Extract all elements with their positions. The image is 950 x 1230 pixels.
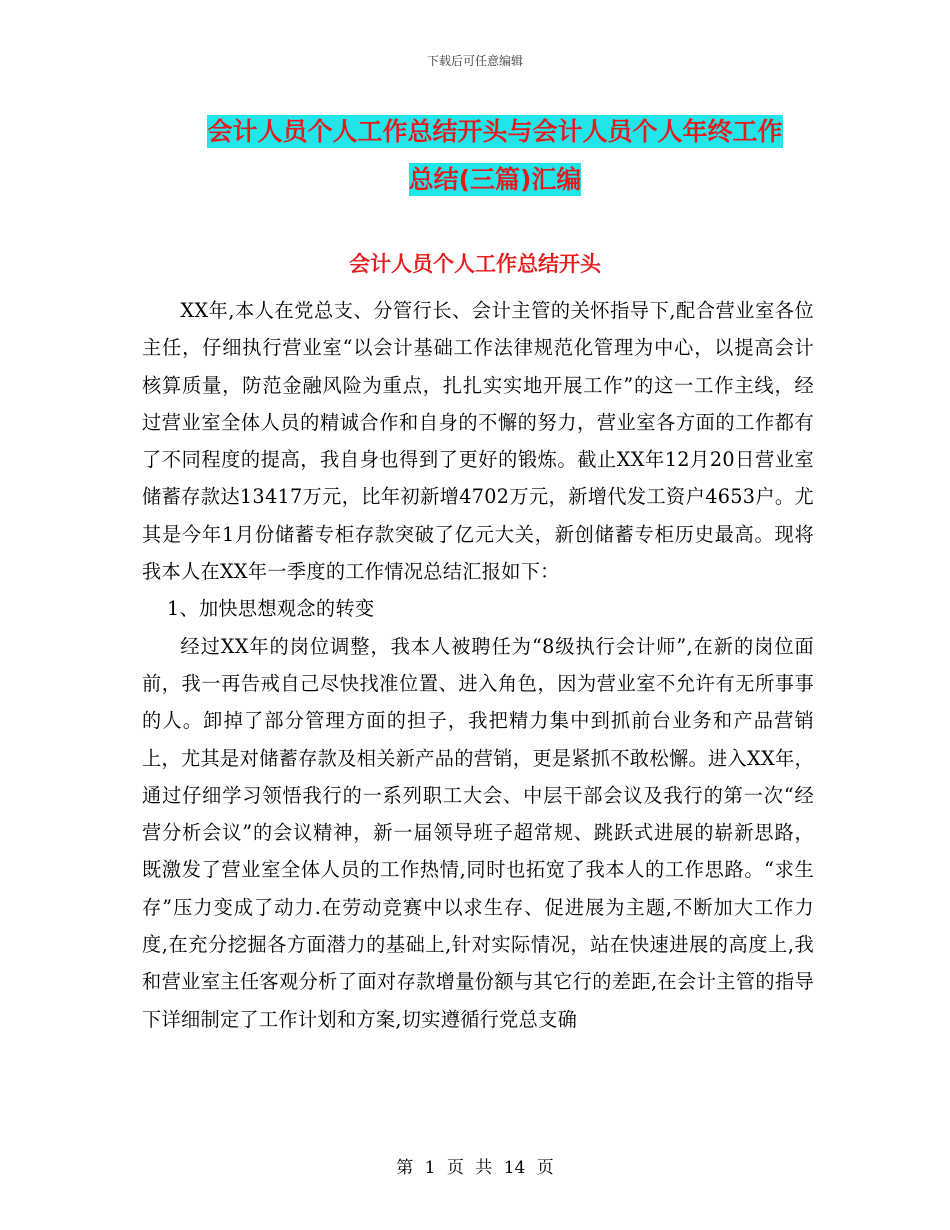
document-title	[150, 108, 840, 204]
header-note: 下载后可任意编辑	[426, 54, 523, 68]
title-line-1: 会计人员个人工作总结开头与会计人员个人年终工作	[207, 117, 783, 146]
section-heading: 会计人员个人工作总结开头	[349, 252, 601, 276]
list-item-heading: 1、加快思想观念的转变	[166, 597, 375, 621]
paragraph-body: 经过XX年的岗位调整，我本人被聘任为“8级执行会计师”,在新的岗位面前，我一再告戒自己尽快找准位置、进入角色，因为营业室不允许有无所事事的人。卸掉了部分管理方面的担子，我把精力集中到抓前台业务和产品营销上，尤其是对储蓄存款及相关新产品的营销，更是紧抓不敢松懈。进入XX年，通过仔细学习领悟我行的一系列职工大会、中层干部会议及我行的第一次“经营分析会议”的会议精神，新一届领导班子超常规、跳跃式进展的崭新思路，既激发了营业室全体人员的工作热情,同时也拓宽了我本人的工作思路。“求生存”压力变成了动力.在劳动竞赛中以求生存、促进展为主题,不断加大工作力度,在充分挖掘各方面潜力的基础上,针对实际情况，站在快速进展的高度上,我和营业室主任客观分析了面对存款增量份额与其它行的差距,在会计主管的指导下详细制定了工作计划和方案,切实遵循行党总支确	[142, 634, 814, 1031]
body-text	[142, 292, 814, 1038]
page-footer: 第 1 页 共 14 页	[396, 1158, 554, 1178]
title-line-2: 总结(三篇)汇编	[408, 165, 582, 194]
paragraph-intro: XX年,本人在党总支、分管行长、会计主管的关怀指导下,配合营业室各位主任，仔细执行营业室“以会计基础工作法律规范化管理为中心，以提高会计核算质量，防范金融风险为重点，扎扎实实地开展工作”的这一工作主线，经过营业室全体人员的精诚合作和自身的不懈的努力，营业室各方面的工作都有了不同程度的提高，我自身也得到了更好的锻炼。截止XX年12月20日营业室储蓄存款达13417万元，比年初新增4702万元，新增代发工资户4653户。尤其是今年1月份储蓄专柜存款突破了亿元大关，新创储蓄专柜历史最高。现将我本人在XX年一季度的工作情况总结汇报如下：	[142, 299, 814, 584]
